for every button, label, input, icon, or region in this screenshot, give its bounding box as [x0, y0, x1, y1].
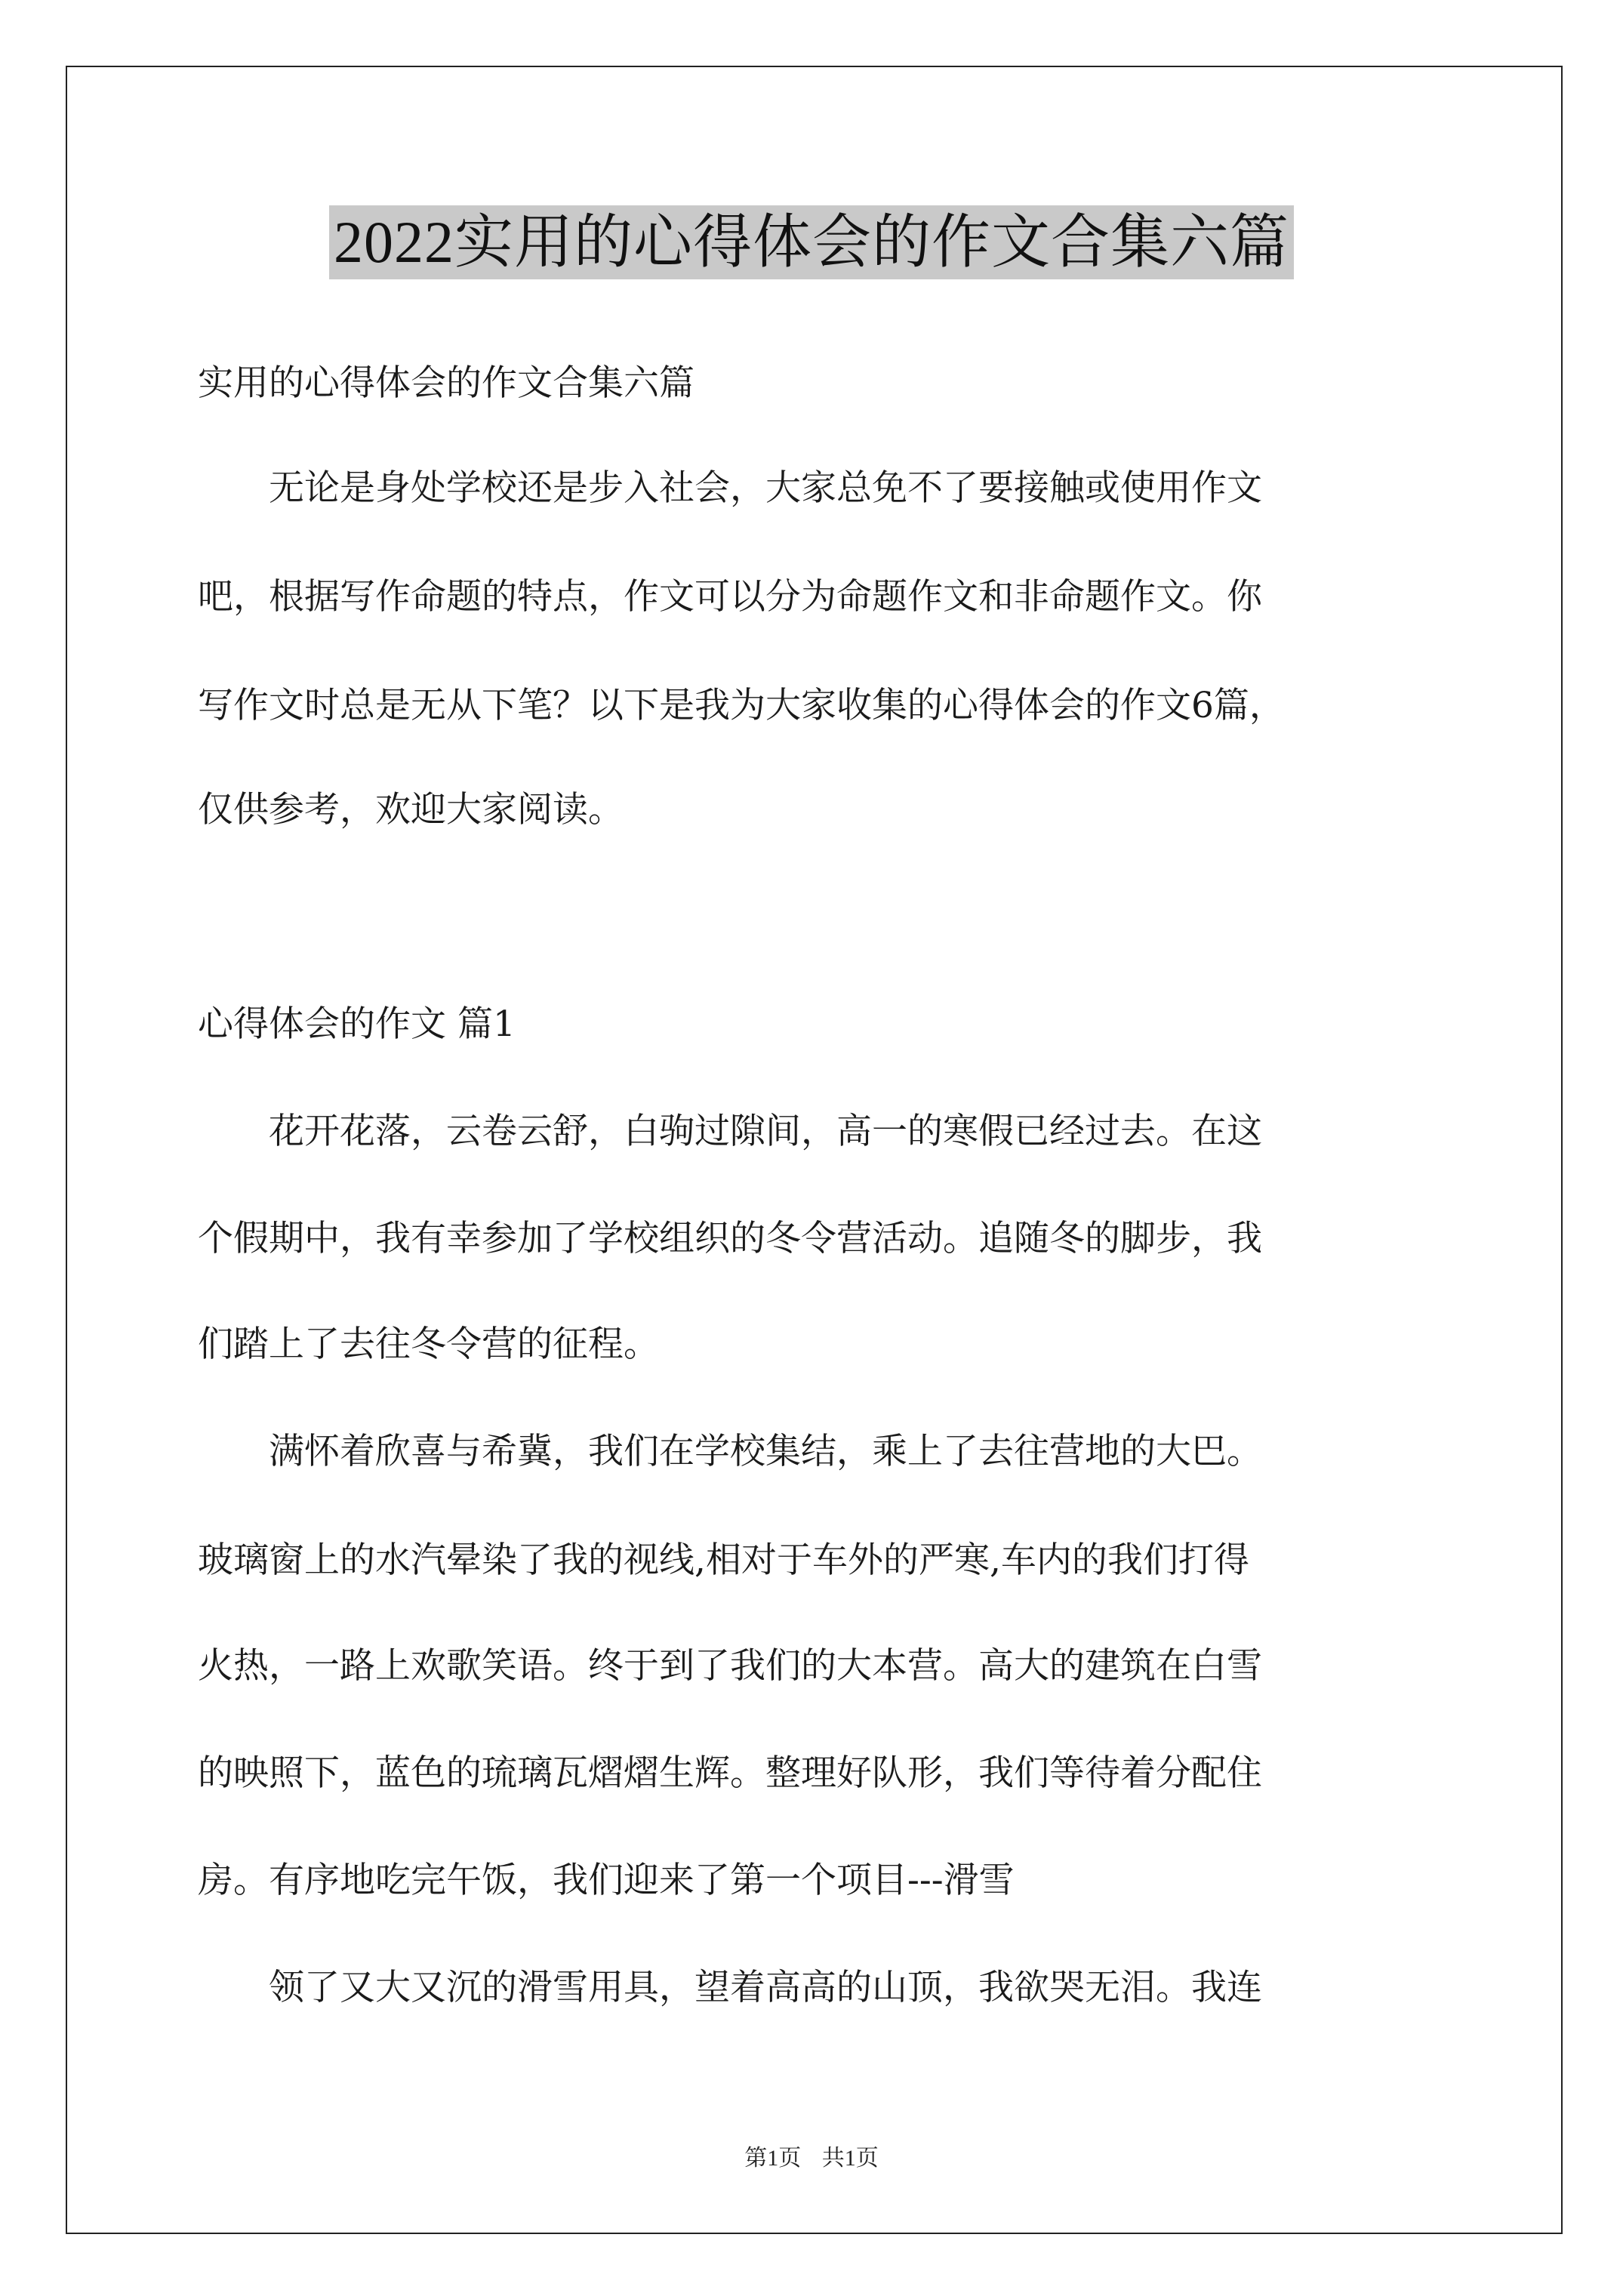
page-total: 共1页: [821, 2146, 879, 2171]
paragraph-line: 无论是身处学校还是步入社会，大家总免不了要接触或使用作文: [198, 467, 1262, 509]
paragraph-line: 房。有序地吃完午饭，我们迎来了第一个项目---滑雪: [198, 1860, 1015, 1901]
paragraph-line: 花开花落，云卷云舒，白驹过隙间，高一的寒假已经过去。在这: [198, 1111, 1262, 1152]
section-heading: 心得体会的作文 篇1: [198, 1003, 516, 1045]
paragraph-line: 玻璃窗上的水汽晕染了我的视线,相对于车外的严寒,车内的我们打得: [198, 1539, 1249, 1581]
paragraph-line: 火热，一路上欢歌笑语。终于到了我们的大本营。高大的建筑在白雪: [198, 1645, 1262, 1687]
paragraph-line: 个假期中，我有幸参加了学校组织的冬令营活动。追随冬的脚步，我: [198, 1218, 1262, 1259]
document-title: 2022实用的心得体会的作文合集六篇: [329, 205, 1294, 279]
paragraph-line: 领了又大又沉的滑雪用具，望着高高的山顶，我欲哭无泪。我连: [198, 1967, 1262, 2008]
paragraph-line: 仅供参考，欢迎大家阅读。: [198, 789, 624, 831]
title-container: [0, 205, 1623, 279]
page-number: 第1页: [744, 2146, 802, 2171]
paragraph-line: 满怀着欣喜与希冀，我们在学校集结，乘上了去往营地的大巴。: [198, 1431, 1262, 1472]
subtitle-line: 实用的心得体会的作文合集六篇: [198, 362, 694, 404]
paragraph-line: 吧，根据写作命题的特点，作文可以分为命题作文和非命题作文。你: [198, 576, 1262, 618]
page-footer: [0, 2139, 1623, 2172]
paragraph-line: 们踏上了去往冬令营的征程。: [198, 1324, 659, 1365]
paragraph-line: 的映照下，蓝色的琉璃瓦熠熠生辉。整理好队形，我们等待着分配住: [198, 1752, 1262, 1794]
paragraph-line: 写作文时总是无从下笔？以下是我为大家收集的心得体会的作文6篇，: [198, 685, 1285, 726]
